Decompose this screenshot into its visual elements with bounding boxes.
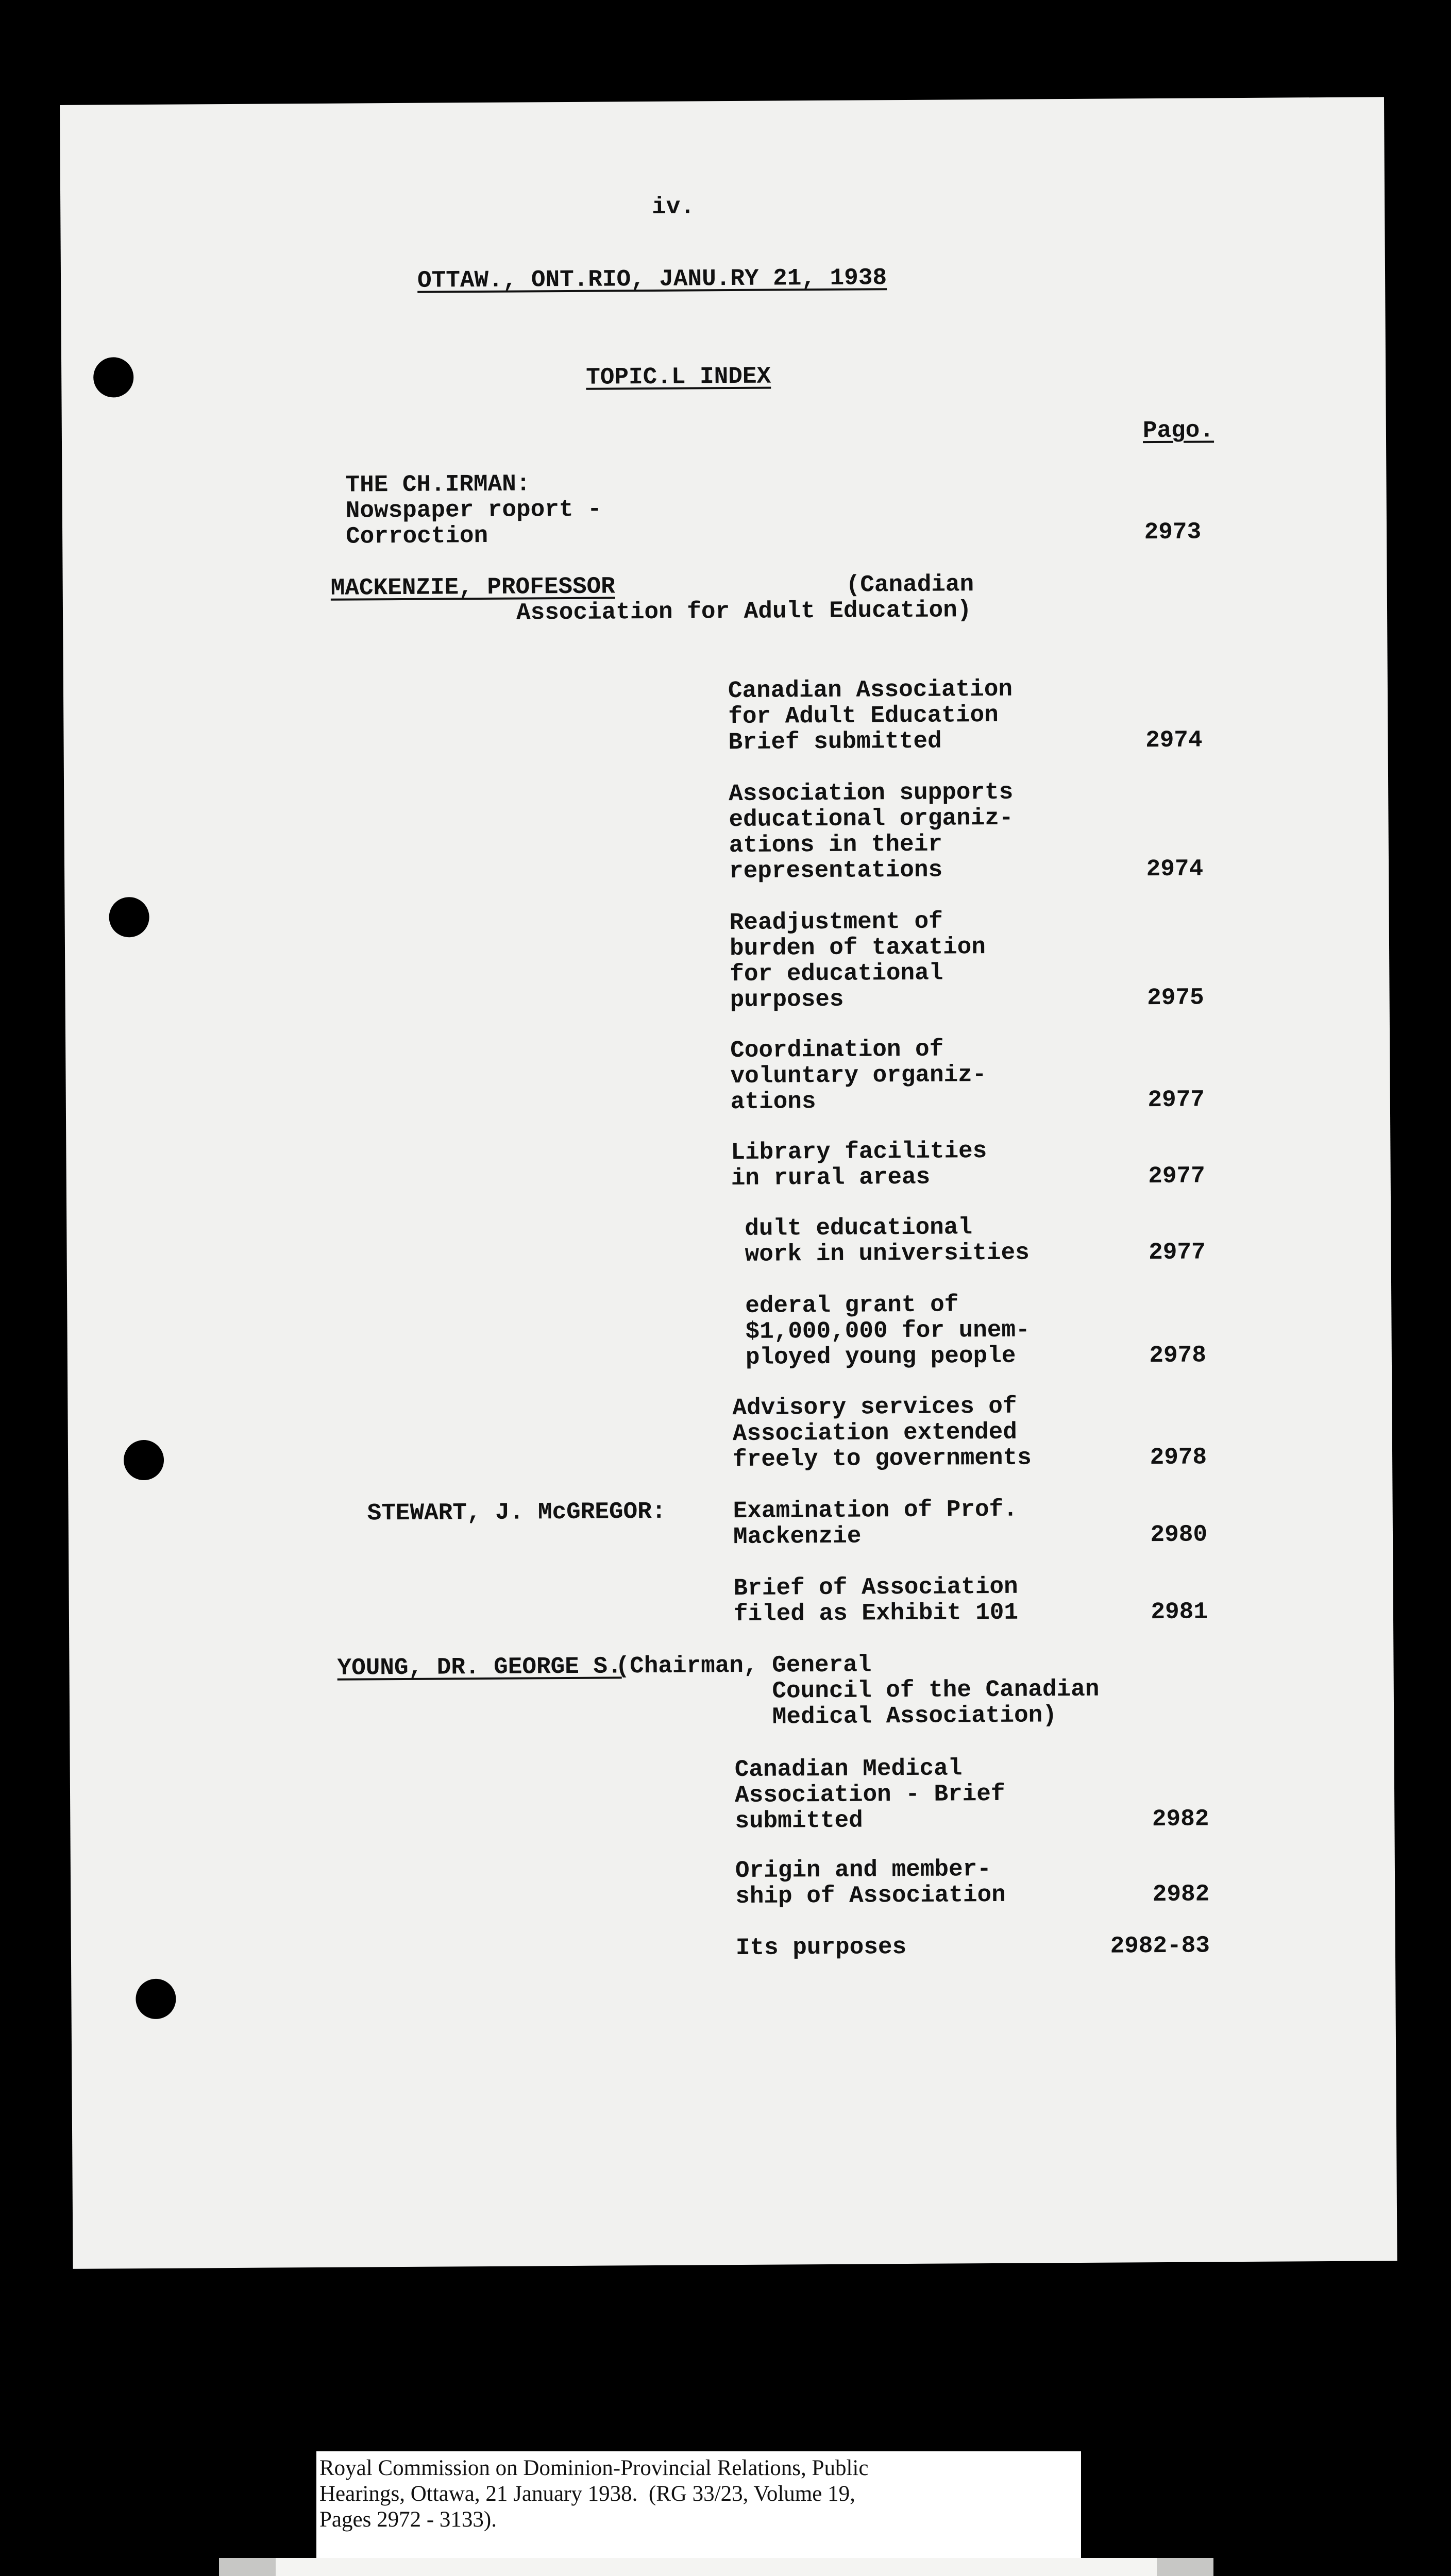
stamp-edge xyxy=(1157,2558,1213,2576)
index-entry: Brief of Association filed as Exhibit 101 xyxy=(733,1573,1019,1628)
page-ref: 2982-83 xyxy=(1110,1932,1210,1960)
archives-stamp xyxy=(219,2558,1213,2576)
page-ref: 2978 xyxy=(1149,1342,1207,1369)
dateline: OTTAW., ONT.RIO, JANU.RY 21, 1938 xyxy=(417,264,887,294)
page-ref: 2977 xyxy=(1148,1086,1205,1114)
page-ref: 2975 xyxy=(1147,984,1204,1012)
page-ref: 2977 xyxy=(1148,1162,1205,1190)
index-entry: Canadian Association for Adult Education Brief submitted xyxy=(728,675,1013,756)
index-entry: Advisory services of Association extended freely to governments xyxy=(732,1393,1032,1473)
punch-hole xyxy=(136,1979,176,2019)
page-ref: 2980 xyxy=(1150,1521,1208,1549)
page-ref: 2973 xyxy=(1144,518,1202,546)
index-entry: Coordination of voluntary organiz- ations xyxy=(730,1036,987,1116)
page-ref: 2981 xyxy=(1151,1598,1208,1626)
page-ref: 2982 xyxy=(1152,1880,1210,1908)
page-ref: 2974 xyxy=(1145,726,1203,754)
punch-hole xyxy=(124,1440,164,1480)
index-entry: Library facilities in rural areas xyxy=(731,1138,987,1192)
speaker-affiliation: (Canadian xyxy=(846,571,974,599)
speaker-affiliation: (Chairman, General Council of the Canadian Medical Association) xyxy=(615,1651,1100,1732)
speaker-name: STEWART, J. McGREGOR: xyxy=(367,1498,666,1527)
index-heading: TOPIC.L INDEX xyxy=(586,363,771,391)
punch-hole xyxy=(93,357,133,397)
chairman-line: Corroction xyxy=(345,522,488,550)
index-entry: Origin and member- ship of Association xyxy=(735,1856,1006,1910)
index-entry: dult educational work in universities xyxy=(745,1214,1030,1268)
page-column-header: Pago. xyxy=(1142,417,1214,445)
index-entry: Canadian Medical Association - Brief submitted xyxy=(734,1755,1005,1835)
speaker-name: YOUNG, DR. GEORGE S. xyxy=(337,1653,622,1682)
index-entry: Examination of Prof. Mackenzie xyxy=(733,1496,1018,1551)
speaker-name: MACKENZIE, PROFESSOR xyxy=(330,573,615,602)
page-ref: 2978 xyxy=(1150,1444,1207,1471)
page-number: iv. xyxy=(652,193,695,221)
punch-hole xyxy=(109,897,149,937)
chairman-line: THE CH.IRMAN: xyxy=(345,470,531,499)
document-page xyxy=(60,97,1397,2269)
index-entry: Its purposes xyxy=(735,1934,907,1962)
caption-line: Hearings, Ottawa, 21 January 1938. (RG 33/23, Volume 19, xyxy=(319,2482,855,2506)
stamp-edge xyxy=(219,2558,276,2576)
caption-line: Royal Commission on Dominion-Provincial Relations, Public xyxy=(319,2456,869,2480)
page-ref: 2977 xyxy=(1149,1239,1206,1266)
speaker-affiliation: Association for Adult Education) xyxy=(516,597,972,626)
page-ref: 2974 xyxy=(1146,855,1204,883)
caption-line: Pages 2972 - 3133). xyxy=(319,2507,497,2532)
index-entry: ederal grant of $1,000,000 for unem- ployed young people xyxy=(745,1291,1030,1371)
index-entry: Readjustment of burden of taxation for educational purposes xyxy=(729,908,986,1014)
archive-caption xyxy=(316,2451,1081,2558)
index-entry: Association supports educational organiz- ations in their representations xyxy=(729,778,1014,885)
chairman-line: Nowspaper roport - xyxy=(345,496,602,524)
page-ref: 2982 xyxy=(1152,1805,1209,1833)
